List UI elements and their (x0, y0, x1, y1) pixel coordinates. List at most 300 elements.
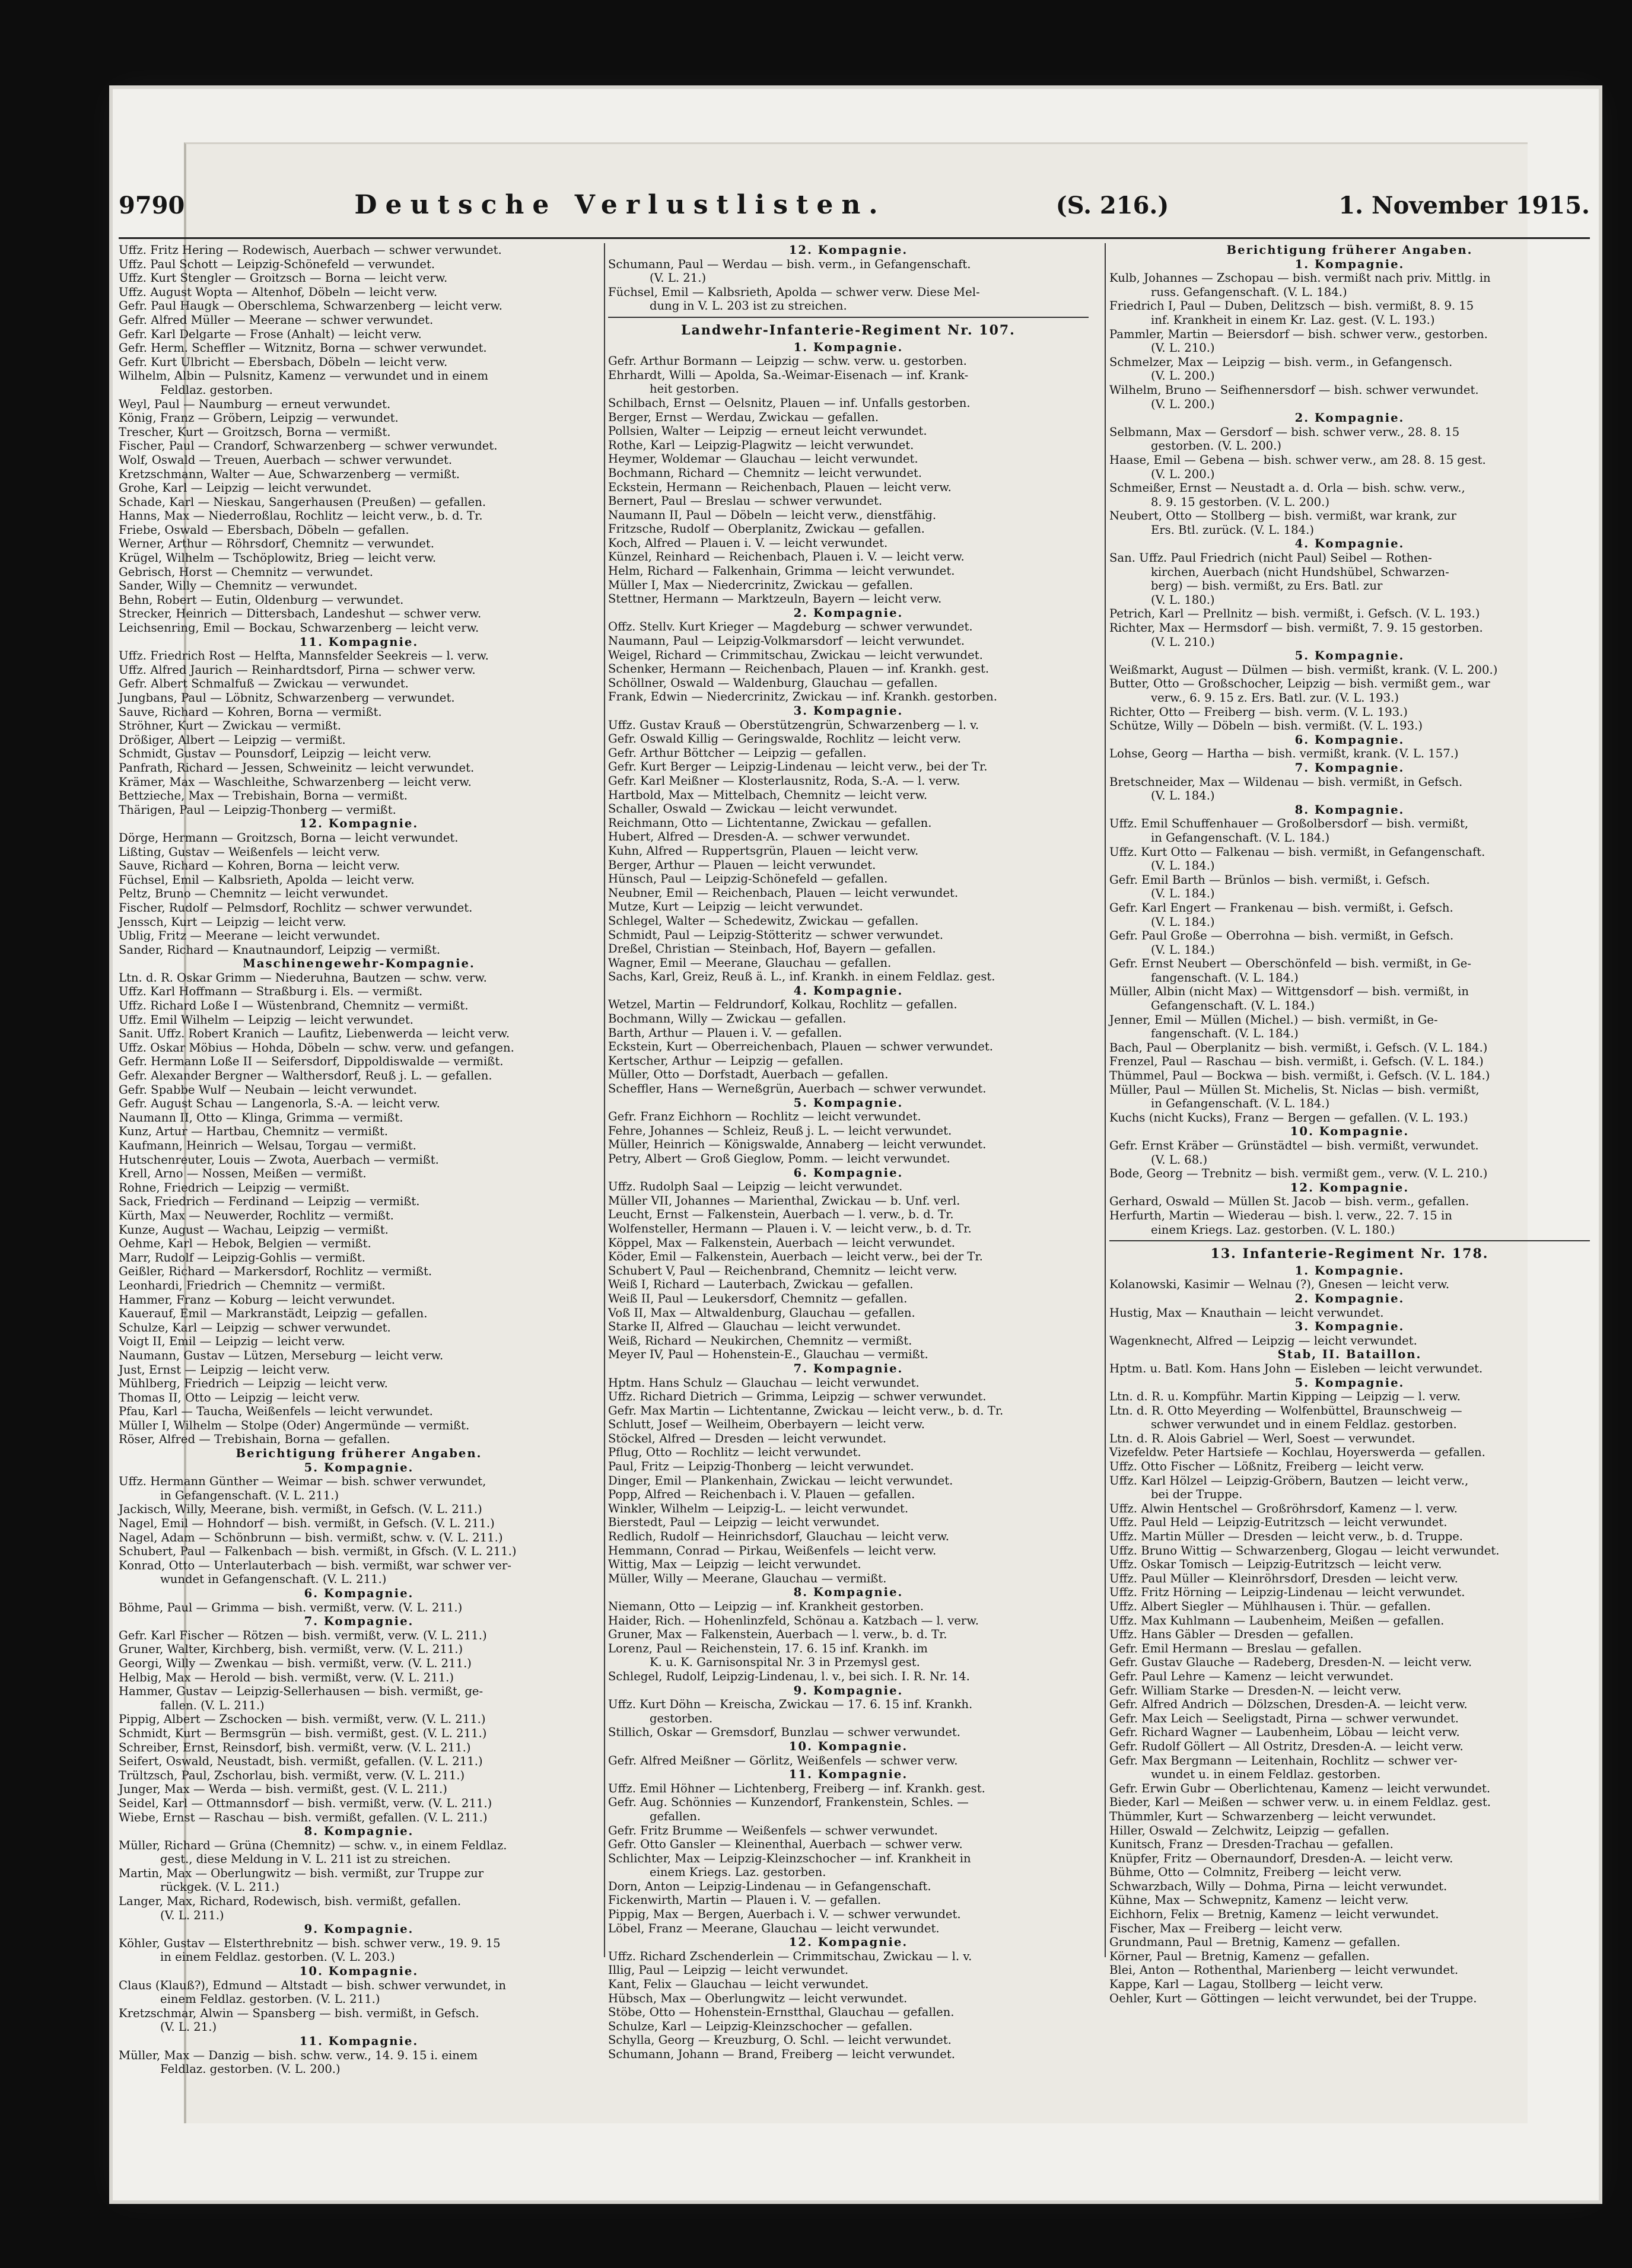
casualty-entry: Jenssch, Kurt — Leipzig — leicht verw. (119, 915, 346, 929)
casualty-entry: Gefr. Max Leich — Seeligstadt, Pirna — schwer verwundet. (1109, 1711, 1459, 1725)
casualty-entry: Naumann II, Paul — Döbeln — leicht verw., dienstfähig. (608, 508, 937, 522)
casualty-entry: Weißmarkt, August — Dülmen — bish. vermißt, krank. (V. L. 200.) (1109, 662, 1498, 677)
casualty-entry: Haider, Rich. — Hohenlinzfeld, Schönau a. Katzbach — l. verw. (608, 1613, 979, 1627)
casualty-entry: Köhler, Gustav — Elsterthrebnitz — bish. schwer verw., 19. 9. 15 (119, 1936, 501, 1950)
casualty-entry: Voigt II, Emil — Leipzig — leicht verw. (119, 1334, 345, 1349)
casualty-entry: Uffz. Karl Hölzel — Leipzig-Gröbern, Bautzen — leicht verw., (1109, 1473, 1469, 1487)
casualty-entry: Gefr. August Schau — Langenorla, S.-A. — leicht verw. (119, 1097, 440, 1111)
casualty-entry: Stettner, Hermann — Marktzeuln, Bayern — leicht verw. (608, 592, 942, 606)
casualty-entry: Jackisch, Willy, Meerane, bish. vermißt, in Gefsch. (V. L. 211.) (119, 1502, 482, 1517)
casualty-entry: Gefr. William Starke — Dresden-N. — leicht verw. (1109, 1683, 1402, 1697)
casualty-entry: Müller, Willy — Meerane, Glauchau — vermißt. (608, 1571, 887, 1585)
casualty-entry: Fischer, Paul — Crandorf, Schwarzenberg — schwer verwundet. (119, 439, 498, 453)
column-divider (604, 243, 605, 1957)
casualty-entry: Uffz. Gustav Krauß — Oberstützengrün, Schwarzenberg — l. v. (608, 718, 979, 732)
casualty-entry-continuation: heit gestorben. (650, 382, 739, 396)
casualty-entry: Schilbach, Ernst — Oelsnitz, Plauen — inf. Unfalls gestorben. (608, 396, 971, 410)
casualty-entry-continuation: K. u. K. Garnisonspital Nr. 3 in Przemysl gest. (650, 1655, 920, 1670)
company-heading: 7. Kompagnie. (304, 1614, 414, 1629)
casualty-entry: Uffz. Paul Müller — Kleinröhrsdorf, Dresden — leicht verw. (1109, 1571, 1458, 1585)
casualty-entry: Uffz. August Wopta — Altenhof, Döbeln — leicht verw. (119, 285, 438, 299)
casualty-entry: Uffz. Paul Held — Leipzig-Eutritzsch — leicht verwundet. (1109, 1515, 1448, 1530)
casualty-entry: Naumann, Paul — Leipzig-Volkmarsdorf — leicht verwundet. (608, 634, 965, 648)
casualty-entry: Neubner, Emil — Reichenbach, Plauen — leicht verwundet. (608, 885, 959, 900)
casualty-entry-continuation: einem Kriegs. Laz. gestorben. (650, 1865, 826, 1880)
casualty-entry: Uffz. Hans Gäbler — Dresden — gefallen. (1109, 1627, 1354, 1642)
casualty-entry: Reichmann, Otto — Lichtentanne, Zwickau — gefallen. (608, 816, 932, 830)
company-heading: 8. Kompagnie. (1294, 802, 1405, 817)
casualty-entry: Kretzschmar, Alwin — Spansberg — bish. vermißt, in Gefsch. (119, 2006, 479, 2020)
casualty-entry: Hiller, Oswald — Zelchwitz, Leipzig — gefallen. (1109, 1823, 1389, 1837)
casualty-entry: Bernert, Paul — Breslau — schwer verwundet. (608, 494, 883, 508)
casualty-entry: Petry, Albert — Groß Gieglow, Pomm. — leicht verwundet. (608, 1152, 950, 1165)
casualty-entry: Gefr. Karl Meißner — Klosterlausnitz, Roda, S.-A. — l. verw. (608, 773, 960, 788)
casualty-entry-continuation: in Gefangenschaft. (V. L. 211.) (160, 1488, 339, 1502)
casualty-entry-continuation: kirchen, Auerbach (nicht Hundshübel, Schwarzen- (1151, 565, 1449, 579)
casualty-entry: Redlich, Rudolf — Heinrichsdorf, Glauchau — leicht verw. (608, 1530, 950, 1544)
casualty-entry: Heymer, Woldemar — Glauchau — leicht verwundet. (608, 452, 918, 466)
casualty-entry: Gefr. Karl Engert — Frankenau — bish. vermißt, i. Gefsch. (1109, 900, 1453, 915)
casualty-entry: Gefr. Gustav Glauche — Radeberg, Dresden-N. — leicht verw. (1109, 1655, 1472, 1670)
casualty-entry: Paul, Fritz — Leipzig-Thonberg — leicht verwundet. (608, 1460, 914, 1474)
casualty-entry: Gefr. Oswald Killig — Geringswalde, Rochlitz — leicht verw. (608, 732, 961, 746)
casualty-entry: Bach, Paul — Oberplanitz — bish. vermißt, i. Gefsch. (V. L. 184.) (1109, 1040, 1488, 1055)
casualty-entry: Gefr. Kurt Ulbricht — Ebersbach, Döbeln — leicht verw. (119, 355, 448, 369)
issue-date: 1. November 1915. (1338, 192, 1590, 219)
casualty-entry: Kunitsch, Franz — Dresden-Trachau — gefallen. (1109, 1837, 1394, 1852)
casualty-entry: Füchsel, Emil — Kalbsrieth, Apolda — leicht verw. (119, 872, 415, 887)
casualty-entry: Bieder, Karl — Meißen — schwer verw. u. in einem Feldlaz. gest. (1109, 1795, 1491, 1810)
casualty-entry: Illig, Paul — Leipzig — leicht verwundet. (608, 1963, 849, 1977)
company-heading: 11. Kompagnie. (299, 635, 419, 649)
company-heading: Maschinengewehr-Kompagnie. (243, 957, 475, 971)
casualty-entry: Grohe, Karl — Leipzig — leicht verwundet. (119, 481, 372, 495)
casualty-entry: Müller, Max — Danzig — bish. schw. verw., 14. 9. 15 i. einem (119, 2048, 478, 2062)
casualty-entry-continuation: fangenschaft. (V. L. 184.) (1151, 1027, 1299, 1041)
casualty-entry: Jenner, Emil — Müllen (Michel.) — bish. vermißt, in Ge- (1109, 1012, 1438, 1027)
casualty-entry: Gerhard, Oswald — Müllen St. Jacob — bish. verm., gefallen. (1109, 1194, 1469, 1209)
casualty-entry: Weiß I, Richard — Lauterbach, Zwickau — gefallen. (608, 1278, 914, 1292)
casualty-entry-continuation: (V. L. 200.) (1151, 467, 1215, 481)
casualty-entry-continuation: gestorben. (650, 1711, 713, 1725)
casualty-entry: Uffz. Emil Wilhelm — Leipzig — leicht verwundet. (119, 1012, 413, 1027)
casualty-entry: Wetzel, Martin — Feldrundorf, Kolkau, Rochlitz — gefallen. (608, 998, 957, 1012)
casualty-entry: Werner, Arthur — Röhrsdorf, Chemnitz — verwundet. (119, 537, 434, 551)
casualty-entry-continuation: schwer verwundet und in einem Feldlaz. gestorben. (1151, 1418, 1457, 1432)
casualty-entry: Grundmann, Paul — Bretnig, Kamenz — gefallen. (1109, 1935, 1401, 1950)
casualty-entry: Schlegel, Rudolf, Leipzig-Lindenau, l. v., bei sich. I. R. Nr. 14. (608, 1669, 970, 1683)
casualty-entry: Claus (Klauß?), Edmund — Altstadt — bish. schwer verwundet, in (119, 1978, 506, 1992)
casualty-entry: Hemmann, Conrad — Pirkau, Weißenfels — leicht verw. (608, 1543, 937, 1557)
casualty-entry: Schubert, Paul — Falkenbach — bish. vermißt, in Gfsch. (V. L. 211.) (119, 1544, 517, 1559)
casualty-entry: Köder, Emil — Falkenstein, Auerbach — leicht verw., bei der Tr. (608, 1250, 983, 1264)
casualty-entry: Ehrhardt, Willi — Apolda, Sa.-Weimar-Eisenach — inf. Krank- (608, 368, 969, 382)
casualty-entry: Uffz. Oskar Tomisch — Leipzig-Eutritzsch — leicht verw. (1109, 1557, 1442, 1572)
company-heading: 6. Kompagnie. (1294, 732, 1405, 747)
casualty-entry: Vizefeldw. Peter Hartsiefe — Kochlau, Hoyerswerda — gefallen. (1109, 1445, 1485, 1460)
casualty-entry: Gefr. Richard Wagner — Laubenheim, Löbau — leicht verw. (1109, 1725, 1460, 1740)
casualty-entry: Wilhelm, Albin — Pulsnitz, Kamenz — verwundet und in einem (119, 369, 488, 383)
company-heading: 2. Kompagnie. (1294, 1291, 1405, 1305)
casualty-entry-continuation: russ. Gefangenschaft. (V. L. 184.) (1151, 285, 1347, 299)
casualty-entry: Uffz. Fritz Hering — Rodewisch, Auerbach — schwer verwundet. (119, 243, 502, 257)
casualty-entry: Neubert, Otto — Stollberg — bish. vermißt, war krank, zur (1109, 509, 1457, 523)
casualty-entry: Uffz. Otto Fischer — Lößnitz, Freiberg — leicht verw. (1109, 1460, 1424, 1474)
casualty-entry: Gefr. Paul Lehre — Kamenz — leicht verwundet. (1109, 1669, 1394, 1683)
column-left (119, 243, 599, 2076)
casualty-entry: Stillich, Oskar — Gremsdorf, Bunzlau — schwer verwundet. (608, 1725, 960, 1740)
casualty-entry: Uffz. Friedrich Rost — Helfta, Mannsfelder Seekreis — l. verw. (119, 649, 489, 663)
casualty-entry: Starke II, Alfred — Glauchau — leicht verwundet. (608, 1320, 901, 1334)
casualty-entry: Gefr. Franz Eichhorn — Rochlitz — leicht verwundet. (608, 1110, 921, 1124)
casualty-entry: Pfau, Karl — Taucha, Weißenfels — leicht verwundet. (119, 1404, 433, 1419)
company-heading: 6. Kompagnie. (304, 1587, 414, 1600)
casualty-entry: Sander, Richard — Knautnaundorf, Leipzig — vermißt. (119, 942, 441, 957)
casualty-entry: Just, Ernst — Leipzig — leicht verw. (119, 1362, 330, 1377)
casualty-entry: Lißting, Gustav — Weißenfels — leicht verw. (119, 845, 380, 859)
casualty-entry-continuation: einem Kriegs. Laz. gestorben. (V. L. 180.) (1151, 1222, 1395, 1237)
casualty-entry: Schulze, Karl — Leipzig — schwer verwundet. (119, 1320, 391, 1334)
casualty-entry: Körner, Paul — Bretnig, Kamenz — gefallen. (1109, 1949, 1370, 1963)
casualty-entry: Gefr. Max Bergmann — Leitenhain, Rochlitz — schwer ver- (1109, 1753, 1458, 1767)
casualty-entry: Kunze, August — Wachau, Leipzig — vermißt. (119, 1222, 389, 1237)
casualty-entry: Uffz. Kurt Stengler — Groitzsch — Borna — leicht verw. (119, 271, 448, 285)
casualty-entry: Drößiger, Albert — Leipzig — vermißt. (119, 732, 346, 747)
casualty-entry: Oehler, Kurt — Göttingen — leicht verwundet, bei der Truppe. (1109, 1991, 1477, 2005)
company-heading: 2. Kompagnie. (793, 606, 904, 620)
casualty-entry: Jungbans, Paul — Löbnitz, Schwarzenberg — verwundet. (119, 691, 455, 705)
casualty-entry: Richter, Otto — Freiberg — bish. verm. (V. L. 193.) (1109, 705, 1408, 719)
casualty-entry: Hptm. u. Batl. Kom. Hans John — Eisleben — leicht verwundet. (1109, 1361, 1483, 1375)
casualty-entry: Löbel, Franz — Meerane, Glauchau — leicht verwundet. (608, 1921, 940, 1935)
casualty-entry: Fehre, Johannes — Schleiz, Reuß j. L. — leicht verwundet. (608, 1123, 952, 1138)
casualty-entry: Füchsel, Emil — Kalbsrieth, Apolda — schwer verw. Diese Mel- (608, 285, 980, 299)
casualty-entry: Eckstein, Hermann — Reichenbach, Plauen — leicht verw. (608, 480, 952, 494)
casualty-entry: Schubert V, Paul — Reichenbrand, Chemnitz — leicht verw. (608, 1263, 957, 1278)
casualty-entry: Schumann, Johann — Brand, Freiberg — leicht verwundet. (608, 2047, 955, 2061)
casualty-entry-continuation: dung in V. L. 203 ist zu streichen. (650, 299, 847, 313)
company-heading: 9. Kompagnie. (304, 1922, 414, 1936)
casualty-entry: Wittig, Max — Leipzig — leicht verwundet. (608, 1557, 861, 1572)
company-heading: 8. Kompagnie. (793, 1585, 904, 1600)
casualty-entry: Meyer IV, Paul — Hohenstein-E., Glauchau — vermißt. (608, 1348, 928, 1362)
casualty-entry: Hustig, Max — Knauthain — leicht verwundet. (1109, 1305, 1384, 1320)
casualty-entry-continuation: in einem Feldlaz. gestorben. (V. L. 203.) (160, 1950, 395, 1964)
casualty-entry: Thomas II, Otto — Leipzig — leicht verw. (119, 1390, 360, 1404)
casualty-entry: Gefr. Hermann Loße II — Seifersdorf, Dippoldiswalde — vermißt. (119, 1055, 504, 1069)
casualty-entry: Helm, Richard — Falkenhain, Grimma — leicht verwundet. (608, 564, 955, 578)
casualty-entry: Schwarzbach, Willy — Dohma, Pirna — leicht verwundet. (1109, 1879, 1448, 1893)
casualty-entry: Uffz. Martin Müller — Dresden — leicht verw., b. d. Truppe. (1109, 1530, 1464, 1544)
casualty-entry-continuation: (V. L. 184.) (1151, 942, 1215, 957)
casualty-entry: Gefr. Emil Hermann — Breslau — gefallen. (1109, 1641, 1362, 1655)
casualty-entry-continuation: (V. L. 210.) (1151, 341, 1215, 355)
casualty-entry: Schlutt, Josef — Weilheim, Oberbayern — leicht verw. (608, 1418, 925, 1432)
casualty-entry: Hübsch, Max — Oberlungwitz — leicht verwundet. (608, 1991, 908, 2005)
casualty-entry: Kuchs (nicht Kucks), Franz — Bergen — gefallen. (V. L. 193.) (1109, 1110, 1468, 1125)
casualty-entry: Gefr. Max Martin — Lichtentanne, Zwickau — leicht verw., b. d. Tr. (608, 1403, 1004, 1418)
casualty-entry: Uffz. Emil Schuffenhauer — Großolbersdorf — bish. vermißt, (1109, 817, 1469, 831)
casualty-entry: Sanit. Uffz. Robert Kranich — Laufitz, Liebenwerda — leicht verw. (119, 1027, 510, 1041)
casualty-entry: Uffz. Richard Dietrich — Grimma, Leipzig — schwer verwundet. (608, 1390, 987, 1404)
casualty-entry-continuation: verw., 6. 9. 15 z. Ers. Batl. zur. (V. L. 193.) (1151, 691, 1399, 705)
casualty-entry: Gefr. Ernst Neubert — Oberschönfeld — bish. vermißt, in Ge- (1109, 957, 1471, 971)
casualty-entry-continuation: (V. L. 184.) (1151, 789, 1215, 803)
casualty-entry: Naumann II, Otto — Klinga, Grimma — vermißt. (119, 1110, 403, 1125)
casualty-entry-continuation: rückgek. (V. L. 211.) (160, 1880, 279, 1894)
company-heading: 10. Kompagnie. (1290, 1125, 1410, 1139)
casualty-entry: Kretzschmann, Walter — Aue, Schwarzenberg — vermißt. (119, 467, 460, 481)
casualty-entry: Friedrich I, Paul — Duben, Delitzsch — bish. vermißt, 8. 9. 15 (1109, 299, 1474, 313)
casualty-entry-continuation: (V. L. 21.) (160, 2020, 217, 2034)
casualty-entry: Müller, Paul — Müllen St. Michelis, St. Niclas — bish. vermißt, (1109, 1082, 1480, 1097)
casualty-entry: Offz. Stellv. Kurt Krieger — Magdeburg — schwer verwundet. (608, 620, 973, 634)
casualty-entry: Haase, Emil — Gebena — bish. schwer verw., am 28. 8. 15 gest. (1109, 453, 1486, 467)
casualty-entry: Scheffler, Hans — Werneßgrün, Auerbach — schwer verwundet. (608, 1082, 987, 1096)
casualty-entry: Koch, Alfred — Plauen i. V. — leicht verwundet. (608, 536, 888, 550)
company-heading: 5. Kompagnie. (793, 1095, 904, 1110)
casualty-entry-continuation: (V. L. 21.) (650, 271, 707, 285)
company-heading: 12. Kompagnie. (788, 1935, 908, 1950)
casualty-entry: Weiß II, Paul — Leukersdorf, Chemnitz — gefallen. (608, 1291, 908, 1305)
casualty-entry: Trültzsch, Paul, Zschorlau, bish. vermißt, verw. (V. L. 211.) (119, 1768, 465, 1782)
casualty-entry-continuation: bei der Truppe. (1151, 1487, 1243, 1502)
casualty-entry: Behn, Robert — Eutin, Oldenburg — verwundet. (119, 593, 404, 607)
casualty-entry: Gefr. Paul Große — Oberrohna — bish. vermißt, in Gefsch. (1109, 929, 1454, 943)
casualty-entry: Gefr. Karl Delgarte — Frose (Anhalt) — leicht verw. (119, 327, 422, 341)
casualty-entry: Pollsien, Walter — Leipzig — erneut leicht verwundet. (608, 424, 927, 438)
casualty-entry: Weigel, Richard — Crimmitschau, Zwickau — leicht verwundet. (608, 648, 983, 662)
casualty-entry: Frenzel, Paul — Raschau — bish. vermißt, i. Gefsch. (V. L. 184.) (1109, 1055, 1484, 1069)
casualty-entry: Uffz. Rudolph Saal — Leipzig — leicht verwundet. (608, 1180, 903, 1194)
casualty-entry-continuation: (V. L. 184.) (1151, 859, 1215, 873)
casualty-entry: Gefr. Fritz Brumme — Weißenfels — schwer verwundet. (608, 1823, 938, 1837)
page-header (119, 190, 1590, 231)
casualty-entry: Nagel, Adam — Schönbrunn — bish. vermißt, schw. v. (V. L. 211.) (119, 1530, 503, 1544)
casualty-entry: Kürth, Max — Neuwerder, Rochlitz — vermißt. (119, 1208, 394, 1222)
company-heading: 7. Kompagnie. (1294, 760, 1405, 775)
casualty-entry: Uffz. Kurt Otto — Falkenau — bish. vermißt, in Gefangenschaft. (1109, 845, 1485, 859)
casualty-entry: Uffz. Albert Siegler — Mühlhausen i. Thür. — gefallen. (1109, 1600, 1431, 1613)
casualty-entry: Nagel, Emil — Hohndorf — bish. vermißt, in Gefsch. (V. L. 211.) (119, 1517, 495, 1531)
casualty-entry: Selbmann, Max — Gersdorf — bish. schwer verw., 28. 8. 15 (1109, 425, 1460, 439)
casualty-entry-continuation: wundet in Gefangenschaft. (V. L. 211.) (160, 1572, 387, 1587)
casualty-entry: Wagner, Emil — Meerane, Glauchau — gefallen. (608, 955, 892, 970)
casualty-entry: Bochmann, Willy — Zwickau — gefallen. (608, 1012, 847, 1026)
casualty-entry: Uffz. Bruno Wittig — Schwarzenberg, Glogau — leicht verwundet. (1109, 1543, 1500, 1557)
casualty-entry: Rothe, Karl — Leipzig-Plagwitz — leicht verwundet. (608, 438, 914, 452)
casualty-entry: Kertscher, Arthur — Leipzig — gefallen. (608, 1053, 844, 1068)
casualty-entry: Helbig, Max — Herold — bish. vermißt, verw. (V. L. 211.) (119, 1670, 454, 1684)
casualty-entry: Gruner, Walter, Kirchberg, bish. vermißt, verw. (V. L. 211.) (119, 1642, 463, 1657)
company-heading: 10. Kompagnie. (299, 1964, 419, 1979)
casualty-entry: Marr, Rudolf — Leipzig-Gohlis — vermißt. (119, 1250, 366, 1264)
casualty-entry: Schenker, Hermann — Reichenbach, Plauen — inf. Krankh. gest. (608, 662, 990, 676)
casualty-entry: Fritzsche, Rudolf — Oberplanitz, Zwickau — gefallen. (608, 522, 925, 536)
casualty-entry: Ltn. d. R. Otto Meyerding — Wolfenbüttel, Braunschweig — (1109, 1403, 1462, 1418)
casualty-entry: Friebe, Oswald — Ebersbach, Döbeln — gefallen. (119, 523, 409, 537)
casualty-entry: Berger, Arthur — Plauen — leicht verwundet. (608, 858, 876, 872)
company-heading: 7. Kompagnie. (793, 1361, 904, 1375)
casualty-entry: Seifert, Oswald, Neustadt, bish. vermißt, gefallen. (V. L. 211.) (119, 1754, 483, 1769)
casualty-entry: Wagenknecht, Alfred — Leipzig — leicht verwundet. (1109, 1333, 1417, 1348)
casualty-entry: Röser, Alfred — Trebishain, Borna — gefallen. (119, 1432, 390, 1447)
company-heading: 12. Kompagnie. (788, 243, 908, 257)
casualty-entry-continuation: gestorben. (V. L. 200.) (1151, 439, 1282, 453)
casualty-entry: Gefr. Otto Gansler — Kleinenthal, Auerbach — schwer verw. (608, 1837, 963, 1852)
casualty-entry: Uffz. Richard Loße I — Wüstenbrand, Chemnitz — vermißt. (119, 999, 469, 1013)
casualty-entry: Herfurth, Martin — Wiederau — bish. l. verw., 22. 7. 15 in (1109, 1208, 1452, 1222)
column-right (1109, 243, 1590, 2052)
company-heading: 2. Kompagnie. (1294, 411, 1405, 425)
casualty-entry: Barth, Arthur — Plauen i. V. — gefallen. (608, 1025, 842, 1040)
casualty-entry: Weiß, Richard — Neukirchen, Chemnitz — vermißt. (608, 1333, 912, 1348)
casualty-entry: Oehme, Karl — Hebok, Belgien — vermißt. (119, 1237, 371, 1251)
casualty-entry: Knüpfer, Fritz — Obernaundorf, Dresden-A. — leicht verw. (1109, 1851, 1453, 1865)
casualty-entry: Mutze, Kurt — Leipzig — leicht verwundet. (608, 900, 863, 914)
casualty-entry: Sander, Willy — Chemnitz — verwundet. (119, 579, 358, 593)
casualty-entry: Ublig, Fritz — Meerane — leicht verwundet. (119, 929, 380, 943)
casualty-entry: Hubert, Alfred — Dresden-A. — schwer verwundet. (608, 830, 911, 844)
casualty-entry-continuation: einem Feldlaz. gestorben. (V. L. 211.) (160, 1992, 380, 2006)
casualty-entry: Thümmel, Paul — Bockwa — bish. vermißt, i. Gefsch. (V. L. 184.) (1109, 1069, 1490, 1083)
casualty-entry: Uffz. Hermann Günther — Weimar — bish. schwer verwundet, (119, 1474, 486, 1489)
casualty-entry-continuation: Feldlaz. gestorben. (160, 383, 273, 397)
casualty-entry: Gefr. Alexander Bergner — Walthersdorf, Reuß j. L. — gefallen. (119, 1069, 492, 1083)
casualty-entry: Uffz. Fritz Hörning — Leipzig-Lindenau — leicht verwundet. (1109, 1585, 1465, 1600)
casualty-entry: Hartbold, Max — Mittelbach, Chemnitz — leicht verw. (608, 788, 928, 802)
casualty-entry: Peltz, Bruno — Chemnitz — leicht verwundet. (119, 887, 389, 901)
casualty-entry: Gefr. Arthur Böttcher — Leipzig — gefallen. (608, 746, 867, 760)
company-heading: Berichtigung früherer Angaben. (236, 1447, 482, 1461)
casualty-entry: Müller, Heinrich — Königswalde, Annaberg — leicht verwundet. (608, 1138, 987, 1152)
casualty-entry: Schumann, Paul — Werdau — bish. verm., in Gefangenschaft. (608, 257, 971, 271)
casualty-entry: Kühne, Max — Schwepnitz, Kamenz — leicht verw. (1109, 1893, 1409, 1907)
casualty-entry: Petrich, Karl — Prellnitz — bish. vermißt, i. Gefsch. (V. L. 193.) (1109, 607, 1480, 621)
casualty-entry: Bochmann, Richard — Chemnitz — leicht verwundet. (608, 466, 922, 480)
casualty-entry: Uffz. Max Kuhlmann — Laubenheim, Meißen — gefallen. (1109, 1613, 1445, 1627)
casualty-entry: Frank, Edwin — Niedercrinitz, Zwickau — inf. Krankh. gestorben. (608, 690, 998, 704)
casualty-entry: Schlegel, Walter — Schedewitz, Zwickau — gefallen. (608, 913, 919, 928)
casualty-entry: Thärigen, Paul — Leipzig-Thonberg — vermißt. (119, 802, 396, 817)
casualty-entry: Pippig, Max — Bergen, Auerbach i. V. — schwer verwundet. (608, 1907, 961, 1922)
casualty-entry: Georgi, Willy — Zwenkau — bish. vermißt, verw. (V. L. 211.) (119, 1656, 472, 1670)
company-heading: 9. Kompagnie. (793, 1683, 904, 1697)
company-heading: 11. Kompagnie. (788, 1767, 908, 1782)
casualty-entry-continuation: (V. L. 180.) (1151, 593, 1215, 607)
casualty-entry-continuation: wundet u. in einem Feldlaz. gestorben. (1151, 1767, 1381, 1782)
casualty-entry: Wolf, Oswald — Treuen, Auerbach — schwer verwundet. (119, 453, 453, 467)
casualty-entry: Müller I, Wilhelm — Stolpe (Oder) Angermünde — vermißt. (119, 1418, 470, 1432)
casualty-entry: San. Uffz. Paul Friedrich (nicht Paul) Seibel — Rothen- (1109, 551, 1432, 565)
casualty-entry: Kunz, Artur — Hartbau, Chemnitz — vermißt. (119, 1125, 388, 1139)
casualty-entry: Schütze, Willy — Döbeln — bish. vermißt. (V. L. 193.) (1109, 719, 1423, 733)
company-heading: 3. Kompagnie. (793, 704, 904, 718)
casualty-entry: Leucht, Ernst — Falkenstein, Auerbach — l. verw., b. d. Tr. (608, 1208, 954, 1222)
casualty-entry: Kauerauf, Emil — Markranstädt, Leipzig — gefallen. (119, 1307, 428, 1321)
company-heading: 12. Kompagnie. (299, 817, 419, 831)
casualty-entry: Schmelzer, Max — Leipzig — bish. verm., in Gefangensch. (1109, 355, 1453, 369)
casualty-entry: Böhme, Paul — Grimma — bish. vermißt, verw. (V. L. 211.) (119, 1600, 463, 1614)
casualty-entry: Krell, Arno — Nossen, Meißen — vermißt. (119, 1167, 367, 1181)
casualty-entry: Blei, Anton — Rothenthal, Marienberg — leicht verwundet. (1109, 1963, 1459, 1977)
casualty-entry: Gefr. Rudolf Göllert — All Ostritz, Dresden-A. — leicht verw. (1109, 1739, 1464, 1753)
company-heading: 4. Kompagnie. (793, 983, 904, 998)
casualty-entry: Naumann, Gustav — Lützen, Merseburg — leicht verw. (119, 1348, 444, 1362)
casualty-entry: Müller I, Max — Niedercrinitz, Zwickau — gefallen. (608, 578, 914, 592)
casualty-entry: Lorenz, Paul — Reichenstein, 17. 6. 15 inf. Krankh. im (608, 1641, 928, 1655)
casualty-entry: Schöllner, Oswald — Waldenburg, Glauchau — gefallen. (608, 676, 938, 690)
casualty-entry-continuation: (V. L. 200.) (1151, 397, 1215, 411)
column-middle (608, 243, 1089, 2061)
section-rule (608, 317, 1089, 318)
casualty-entry: Kuhn, Alfred — Ruppertsgrün, Plauen — leicht verw. (608, 843, 919, 858)
casualty-entry: Uffz. Kurt Döhn — Kreischa, Zwickau — 17. 6. 15 inf. Krankh. (608, 1697, 973, 1712)
company-heading: 5. Kompagnie. (304, 1460, 414, 1474)
casualty-entry: Winkler, Wilhelm — Leipzig-L. — leicht verwundet. (608, 1501, 909, 1515)
casualty-entry: Köppel, Max — Falkenstein, Auerbach — leicht verwundet. (608, 1235, 956, 1250)
casualty-entry: Müller, Albin (nicht Max) — Wittgensdorf — bish. vermißt, in (1109, 985, 1469, 999)
casualty-entry: Bretschneider, Max — Wildenau — bish. vermißt, in Gefsch. (1109, 775, 1463, 789)
casualty-entry: Lohse, Georg — Hartha — bish. vermißt, krank. (V. L. 157.) (1109, 747, 1459, 761)
casualty-entry-continuation: Feldlaz. gestorben. (V. L. 200.) (160, 2062, 341, 2076)
company-heading: 11. Kompagnie. (299, 2034, 419, 2048)
casualty-entry: Fischer, Max — Freiberg — leicht verw. (1109, 1921, 1343, 1935)
casualty-entry: Leichsenring, Emil — Bockau, Schwarzenberg — leicht verw. (119, 621, 479, 635)
company-heading: 6. Kompagnie. (793, 1165, 904, 1180)
casualty-entry: Pippig, Albert — Zschocken — bish. vermißt, verw. (V. L. 211.) (119, 1712, 486, 1727)
casualty-entry: Gefr. Kurt Berger — Leipzig-Lindenau — leicht verw., bei der Tr. (608, 760, 988, 774)
casualty-entry-continuation: inf. Krankheit in einem Kr. Laz. gest. (V. L. 193.) (1151, 313, 1435, 327)
casualty-entry: Bettzieche, Max — Trebishain, Borna — vermißt. (119, 789, 408, 803)
company-heading: 1. Kompagnie. (1294, 1263, 1405, 1278)
casualty-entry: Ltn. d. R. u. Kompführ. Martin Kipping — Leipzig — l. verw. (1109, 1390, 1461, 1404)
casualty-entry: Künzel, Reinhard — Reichenbach, Plauen i. V. — leicht verw. (608, 550, 965, 564)
casualty-entry: Richter, Max — Hermsdorf — bish. vermißt, 7. 9. 15 gestorben. (1109, 621, 1483, 635)
casualty-entry: Gefr. Spabbe Wulf — Neubain — leicht verwundet. (119, 1082, 417, 1097)
casualty-entry: Schreiber, Ernst, Reinsdorf, bish. vermißt, verw. (V. L. 211.) (119, 1740, 471, 1754)
casualty-entry-continuation: (V. L. 184.) (1151, 915, 1215, 929)
casualty-entry: Hptm. Hans Schulz — Glauchau — leicht verwundet. (608, 1375, 920, 1390)
casualty-entry: Kaufmann, Heinrich — Welsau, Torgau — vermißt. (119, 1139, 416, 1152)
casualty-entry: Gefr. Karl Fischer — Rötzen — bish. vermißt, verw. (V. L. 211.) (119, 1628, 487, 1642)
casualty-entry-continuation: in Gefangenschaft. (V. L. 184.) (1151, 1097, 1330, 1111)
casualty-entry: Fischer, Rudolf — Pelmsdorf, Rochlitz — schwer verwundet. (119, 900, 473, 915)
casualty-entry: Martin, Max — Oberlungwitz — bish. vermißt, zur Truppe zur (119, 1866, 484, 1880)
casualty-entry: Wolfensteller, Hermann — Plauen i. V. — leicht verw., b. d. Tr. (608, 1221, 972, 1235)
casualty-entry: Berger, Ernst — Werdau, Zwickau — gefallen. (608, 410, 879, 424)
casualty-entry-continuation: gefallen. (650, 1809, 701, 1823)
casualty-entry: Bode, Georg — Trebnitz — bish. vermißt gem., verw. (V. L. 210.) (1109, 1167, 1488, 1181)
casualty-entry: Uffz. Emil Höhner — Lichtenberg, Freiberg — inf. Krankh. gest. (608, 1781, 985, 1795)
casualty-entry: Ltn. d. R. Oskar Grimm — Niederuhna, Bautzen — schw. verw. (119, 970, 487, 985)
casualty-entry: Gefr. Alfred Andrich — Dölzschen, Dresden-A. — leicht verw. (1109, 1697, 1468, 1712)
casualty-entry: Wiebe, Ernst — Raschau — bish. vermißt, gefallen. (V. L. 211.) (119, 1810, 488, 1824)
casualty-entry: Fickenwirth, Martin — Plauen i. V. — gefallen. (608, 1893, 882, 1907)
casualty-entry: Kappe, Karl — Lagau, Stollberg — leicht verw. (1109, 1977, 1383, 1992)
publication-title: Deutsche Verlustlisten. (354, 190, 886, 220)
company-heading: Berichtigung früherer Angaben. (1226, 243, 1473, 257)
casualty-entry: Schmidt, Kurt — Bermsgrün — bish. vermißt, gest. (V. L. 211.) (119, 1726, 487, 1740)
casualty-entry: Gefr. Paul Haugk — Oberschlema, Schwarzenberg — leicht verw. (119, 299, 502, 313)
casualty-entry-continuation: berg) — bish. vermißt, zu Ers. Batl. zur (1151, 579, 1383, 593)
casualty-entry: Uffz. Karl Hoffmann — Straßburg i. Els. — vermißt. (119, 985, 423, 999)
casualty-entry: Schade, Karl — Nieskau, Sangerhausen (Preußen) — gefallen. (119, 495, 486, 509)
casualty-entry: Junger, Max — Werda — bish. vermißt, gest. (V. L. 211.) (119, 1782, 447, 1796)
casualty-entry-continuation: Ers. Btl. zurück. (V. L. 184.) (1151, 523, 1314, 537)
casualty-entry: Strecker, Heinrich — Dittersbach, Landeshut — schwer verw. (119, 607, 482, 621)
casualty-entry: Trescher, Kurt — Groitzsch, Borna — vermißt. (119, 425, 391, 439)
